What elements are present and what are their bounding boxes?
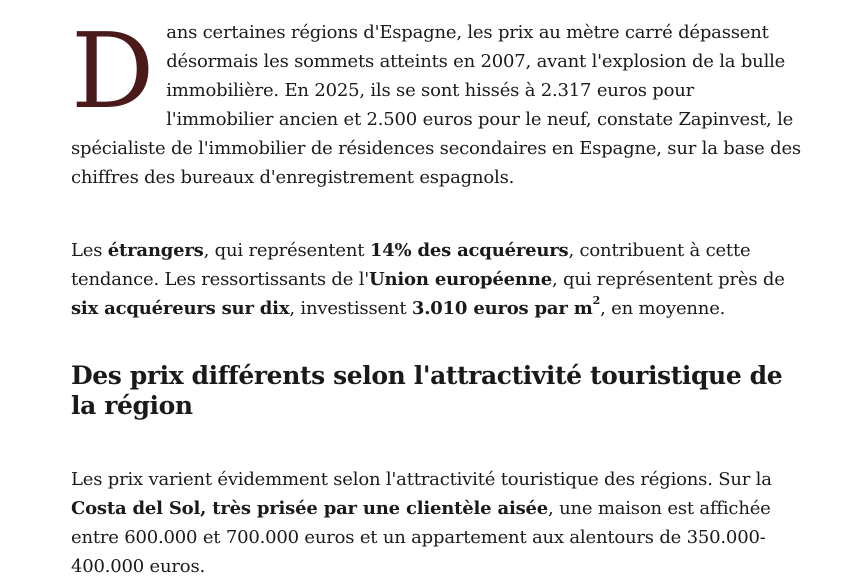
price-per-m2: 3.010 euros par m xyxy=(411,298,593,319)
bold-segment: étrangers xyxy=(107,240,204,261)
bold-segment: Union européenne xyxy=(369,269,552,290)
bold-segment: 14% des acquéreurs xyxy=(369,240,569,261)
foreign-buyers-paragraph xyxy=(71,236,806,323)
text-segment: , contribuent à cette tendance. Les ressortissants de l' xyxy=(71,240,751,290)
bold-segment: Costa del Sol, très prisée par une clientèle aisée xyxy=(71,498,549,519)
bold-segment xyxy=(411,294,601,319)
text-segment: , investissent xyxy=(289,298,412,319)
text-segment: , une maison est affichée entre 600.000 et 700.000 euros et un appartement aux alentours de 350.000-400.000 euros. xyxy=(71,498,771,577)
lead-text: ans certaines régions d'Espagne, les prix au mètre carré dépassent désormais les sommets atteints en 2007, avant l'explosion de la bulle immobilière. En 2025, ils se sont hissés à 2.317 euros pour l'immobilier ancien et 2.500 euros pour le neuf, constate Zapinvest, le spécialiste de l'immobilier de résidences secondaires en Espagne, sur la base des chiffres des bureaux d'enregistrement espagnols. xyxy=(71,22,801,188)
text-segment: , qui représentent près de xyxy=(551,269,785,290)
text-segment: , qui représentent xyxy=(203,240,370,261)
text-segment: Les prix varient évidemment selon l'attractivité touristique des régions. Sur la xyxy=(71,469,772,490)
lead-paragraph xyxy=(71,10,806,194)
regional-prices-paragraph xyxy=(71,465,806,581)
bold-segment: six acquéreurs sur dix xyxy=(71,298,290,319)
text-segment: Les xyxy=(71,240,108,261)
drop-cap: D xyxy=(71,10,155,132)
article-body xyxy=(71,10,806,581)
text-segment: , en moyenne. xyxy=(600,298,726,319)
superscript-square: 2 xyxy=(592,294,601,307)
section-heading: Des prix différents selon l'attractivité touristique de la région xyxy=(71,361,783,420)
